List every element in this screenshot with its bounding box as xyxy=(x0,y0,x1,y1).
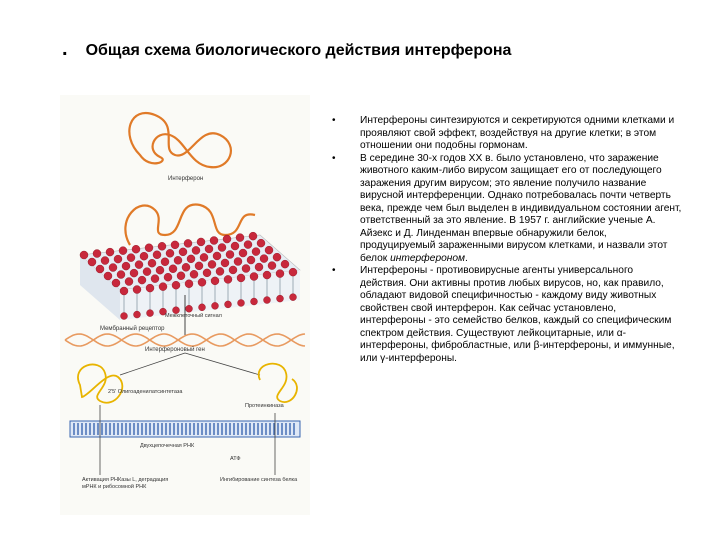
lipid-head xyxy=(185,280,193,288)
lipid-head xyxy=(255,263,263,271)
label-rnase: Активация РНКазы L, деградация мРНК и рибосомной РНК xyxy=(82,477,169,490)
lipid-head xyxy=(203,269,211,277)
interferon-protein xyxy=(129,113,231,167)
arrow-right xyxy=(185,353,260,375)
lipid-head xyxy=(119,247,127,255)
lipid-head xyxy=(244,241,252,249)
lipid-head xyxy=(276,270,284,278)
lipid-head xyxy=(134,311,141,318)
lipid-head xyxy=(148,259,156,267)
bullet-text-after: . xyxy=(465,252,468,264)
dna-helix xyxy=(65,334,305,346)
interferon-diagram xyxy=(60,95,310,515)
lipid-head xyxy=(153,251,161,259)
bullet-list xyxy=(332,115,682,365)
lipid-head xyxy=(156,266,164,274)
bullet-emphasis: интерфероном xyxy=(390,252,466,264)
lipid-head xyxy=(186,305,193,312)
lipid-head xyxy=(200,253,208,261)
lipid-head xyxy=(289,268,297,276)
bullet-marker: • xyxy=(332,115,336,126)
lipid-head xyxy=(179,248,187,256)
bullet-item-2 xyxy=(332,153,682,266)
lipid-head xyxy=(199,304,206,311)
label-dsrna: Двухцепочечная РНК xyxy=(140,443,195,449)
lipid-head xyxy=(231,242,239,250)
lipid-head xyxy=(109,264,117,272)
lipid-head xyxy=(159,283,167,291)
lipid-head xyxy=(249,232,257,240)
lipid-head xyxy=(166,249,174,257)
lipid-head xyxy=(257,239,265,247)
lipid-head xyxy=(114,255,122,263)
slide-title-row xyxy=(62,38,702,61)
lipid-head xyxy=(135,261,143,269)
lipid-head xyxy=(93,250,101,258)
lipid-head xyxy=(106,248,114,256)
lipid-head xyxy=(88,258,96,266)
lipid-head xyxy=(122,262,130,270)
lipid-head xyxy=(104,272,112,280)
lipid-head xyxy=(229,266,237,274)
lipid-head xyxy=(112,279,120,287)
label-interferon: Интерферон xyxy=(168,176,204,182)
lipid-head xyxy=(205,245,213,253)
oligo-protein xyxy=(78,364,122,402)
label-signal: Межклеточный сигнал xyxy=(165,313,222,319)
lipid-head xyxy=(216,267,224,275)
lipid-head xyxy=(239,249,247,257)
lipid-head xyxy=(195,262,203,270)
lipid-head xyxy=(177,272,185,280)
lipid-head xyxy=(247,256,255,264)
bullet-item-3 xyxy=(332,265,682,365)
lipid-head xyxy=(281,260,289,268)
lipid-head xyxy=(187,255,195,263)
lipid-head xyxy=(212,302,219,309)
lipid-head xyxy=(210,237,218,245)
lipid-head xyxy=(121,313,128,320)
lipid-head xyxy=(236,234,244,242)
lipid-head xyxy=(242,265,250,273)
eif-box xyxy=(220,477,305,513)
bullet-item-1 xyxy=(332,115,682,153)
lipid-head xyxy=(197,238,205,246)
lipid-head xyxy=(161,258,169,266)
lipid-head xyxy=(174,256,182,264)
label-kinase: Протеинкиназа xyxy=(245,403,284,409)
lipid-head xyxy=(130,269,138,277)
bullet-text: Интерфероны - противовирусные агенты универсального действия. Они активны против любых вирусов, но, как правило, обладают видовой специфичностью - каждому виду животных свойствен свой интерферон. Как сейчас установлено, интерфероны - это семейство белков, каждый со специфическим спектром действия. Существуют лейкоцитарные, или α-интерфероны, фибробластные, или β-интерфероны, и иммунные, или γ-интерфероны. xyxy=(360,265,675,364)
lipid-head xyxy=(138,276,146,284)
lipid-head xyxy=(117,271,125,279)
lipid-head xyxy=(169,265,177,273)
lipid-head xyxy=(198,278,206,286)
lipid-head xyxy=(218,244,226,252)
lipid-head xyxy=(147,310,154,317)
dsrna-bar xyxy=(70,421,300,437)
lipid-head xyxy=(260,255,268,263)
lipid-head xyxy=(143,268,151,276)
lipid-head xyxy=(221,259,229,267)
lipid-head xyxy=(273,253,281,261)
lipid-head xyxy=(237,274,245,282)
lipid-head xyxy=(132,245,140,253)
lipid-head xyxy=(184,239,192,247)
slide-title: Общая схема биологического действия интерферона xyxy=(85,42,512,59)
lipid-head xyxy=(223,235,231,243)
lipid-head xyxy=(265,246,273,254)
lipid-head xyxy=(225,301,232,308)
lipid-head xyxy=(192,246,200,254)
lipid-head xyxy=(172,281,180,289)
lipid-head xyxy=(264,297,271,304)
lipid-head xyxy=(151,275,159,283)
lipid-head xyxy=(208,260,216,268)
lipid-head xyxy=(96,265,104,273)
lipid-head xyxy=(238,299,245,306)
lipid-head xyxy=(211,277,219,285)
lipid-head xyxy=(234,258,242,266)
label-atp: АТФ xyxy=(230,456,241,462)
lipid-head xyxy=(133,286,141,294)
lipid-head xyxy=(252,248,260,256)
lipid-head xyxy=(164,273,172,281)
label-receptor: Мембранный рецептор xyxy=(100,326,165,332)
lipid-head xyxy=(120,287,128,295)
lipid-head xyxy=(127,254,135,262)
lipid-head xyxy=(277,295,284,302)
label-gene: Интерфероновый ген xyxy=(145,347,205,353)
lipid-head xyxy=(182,263,190,271)
bullet-text xyxy=(360,153,682,266)
lipid-head xyxy=(190,270,198,278)
label-oligo: 2'5' Олигоаденилатсинтетаза xyxy=(108,389,183,395)
lipid-head xyxy=(268,262,276,270)
arrow-left xyxy=(120,353,185,375)
lipid-head xyxy=(140,252,148,260)
bullet-text-before: В середине 30-х годов XX в. было установлено, что заражение животного каким-либо вирусом защищает его от последующего заражения другим вирусом; это явление получило название вирусной интерференции. Однако потребовалась почти четверть века, прежде чем был выделен в индивидуальном состоянии агент, ответственный за это явление. В 1957 г. английские ученые А. Айзекс и Д. Линденман впервые обнаружили белок, продуцируемый зараженными вирусом клетками, и назвали этот белок xyxy=(360,152,682,264)
label-eif: Ингибирование синтеза белка xyxy=(220,477,298,483)
lipid-head xyxy=(80,251,88,259)
bullet-marker: • xyxy=(332,152,336,164)
interferon-diagram-svg xyxy=(60,95,310,515)
lipid-head xyxy=(250,273,258,281)
lipid-head xyxy=(158,242,166,250)
kinase-protein xyxy=(259,364,297,402)
cell-membrane xyxy=(80,232,300,320)
bullet-text: Интерфероны синтезируются и секретируются одними клетками и проявляют свой эффект, воздействуя на другие клетки; в этом отношении они подобны гормонам. xyxy=(360,115,675,151)
lipid-head xyxy=(263,271,271,279)
rnase-box xyxy=(82,477,182,513)
lipid-head xyxy=(146,284,154,292)
lipid-head xyxy=(171,241,179,249)
lipid-head xyxy=(226,251,234,259)
lipid-head xyxy=(213,252,221,260)
lipid-head xyxy=(145,244,153,252)
lipid-head xyxy=(101,257,109,265)
lipid-head xyxy=(290,294,297,301)
lipid-head xyxy=(251,298,258,305)
lipid-head xyxy=(224,275,232,283)
title-marker: . xyxy=(62,38,68,60)
bullet-marker: • xyxy=(332,265,336,276)
lipid-head xyxy=(125,278,133,286)
